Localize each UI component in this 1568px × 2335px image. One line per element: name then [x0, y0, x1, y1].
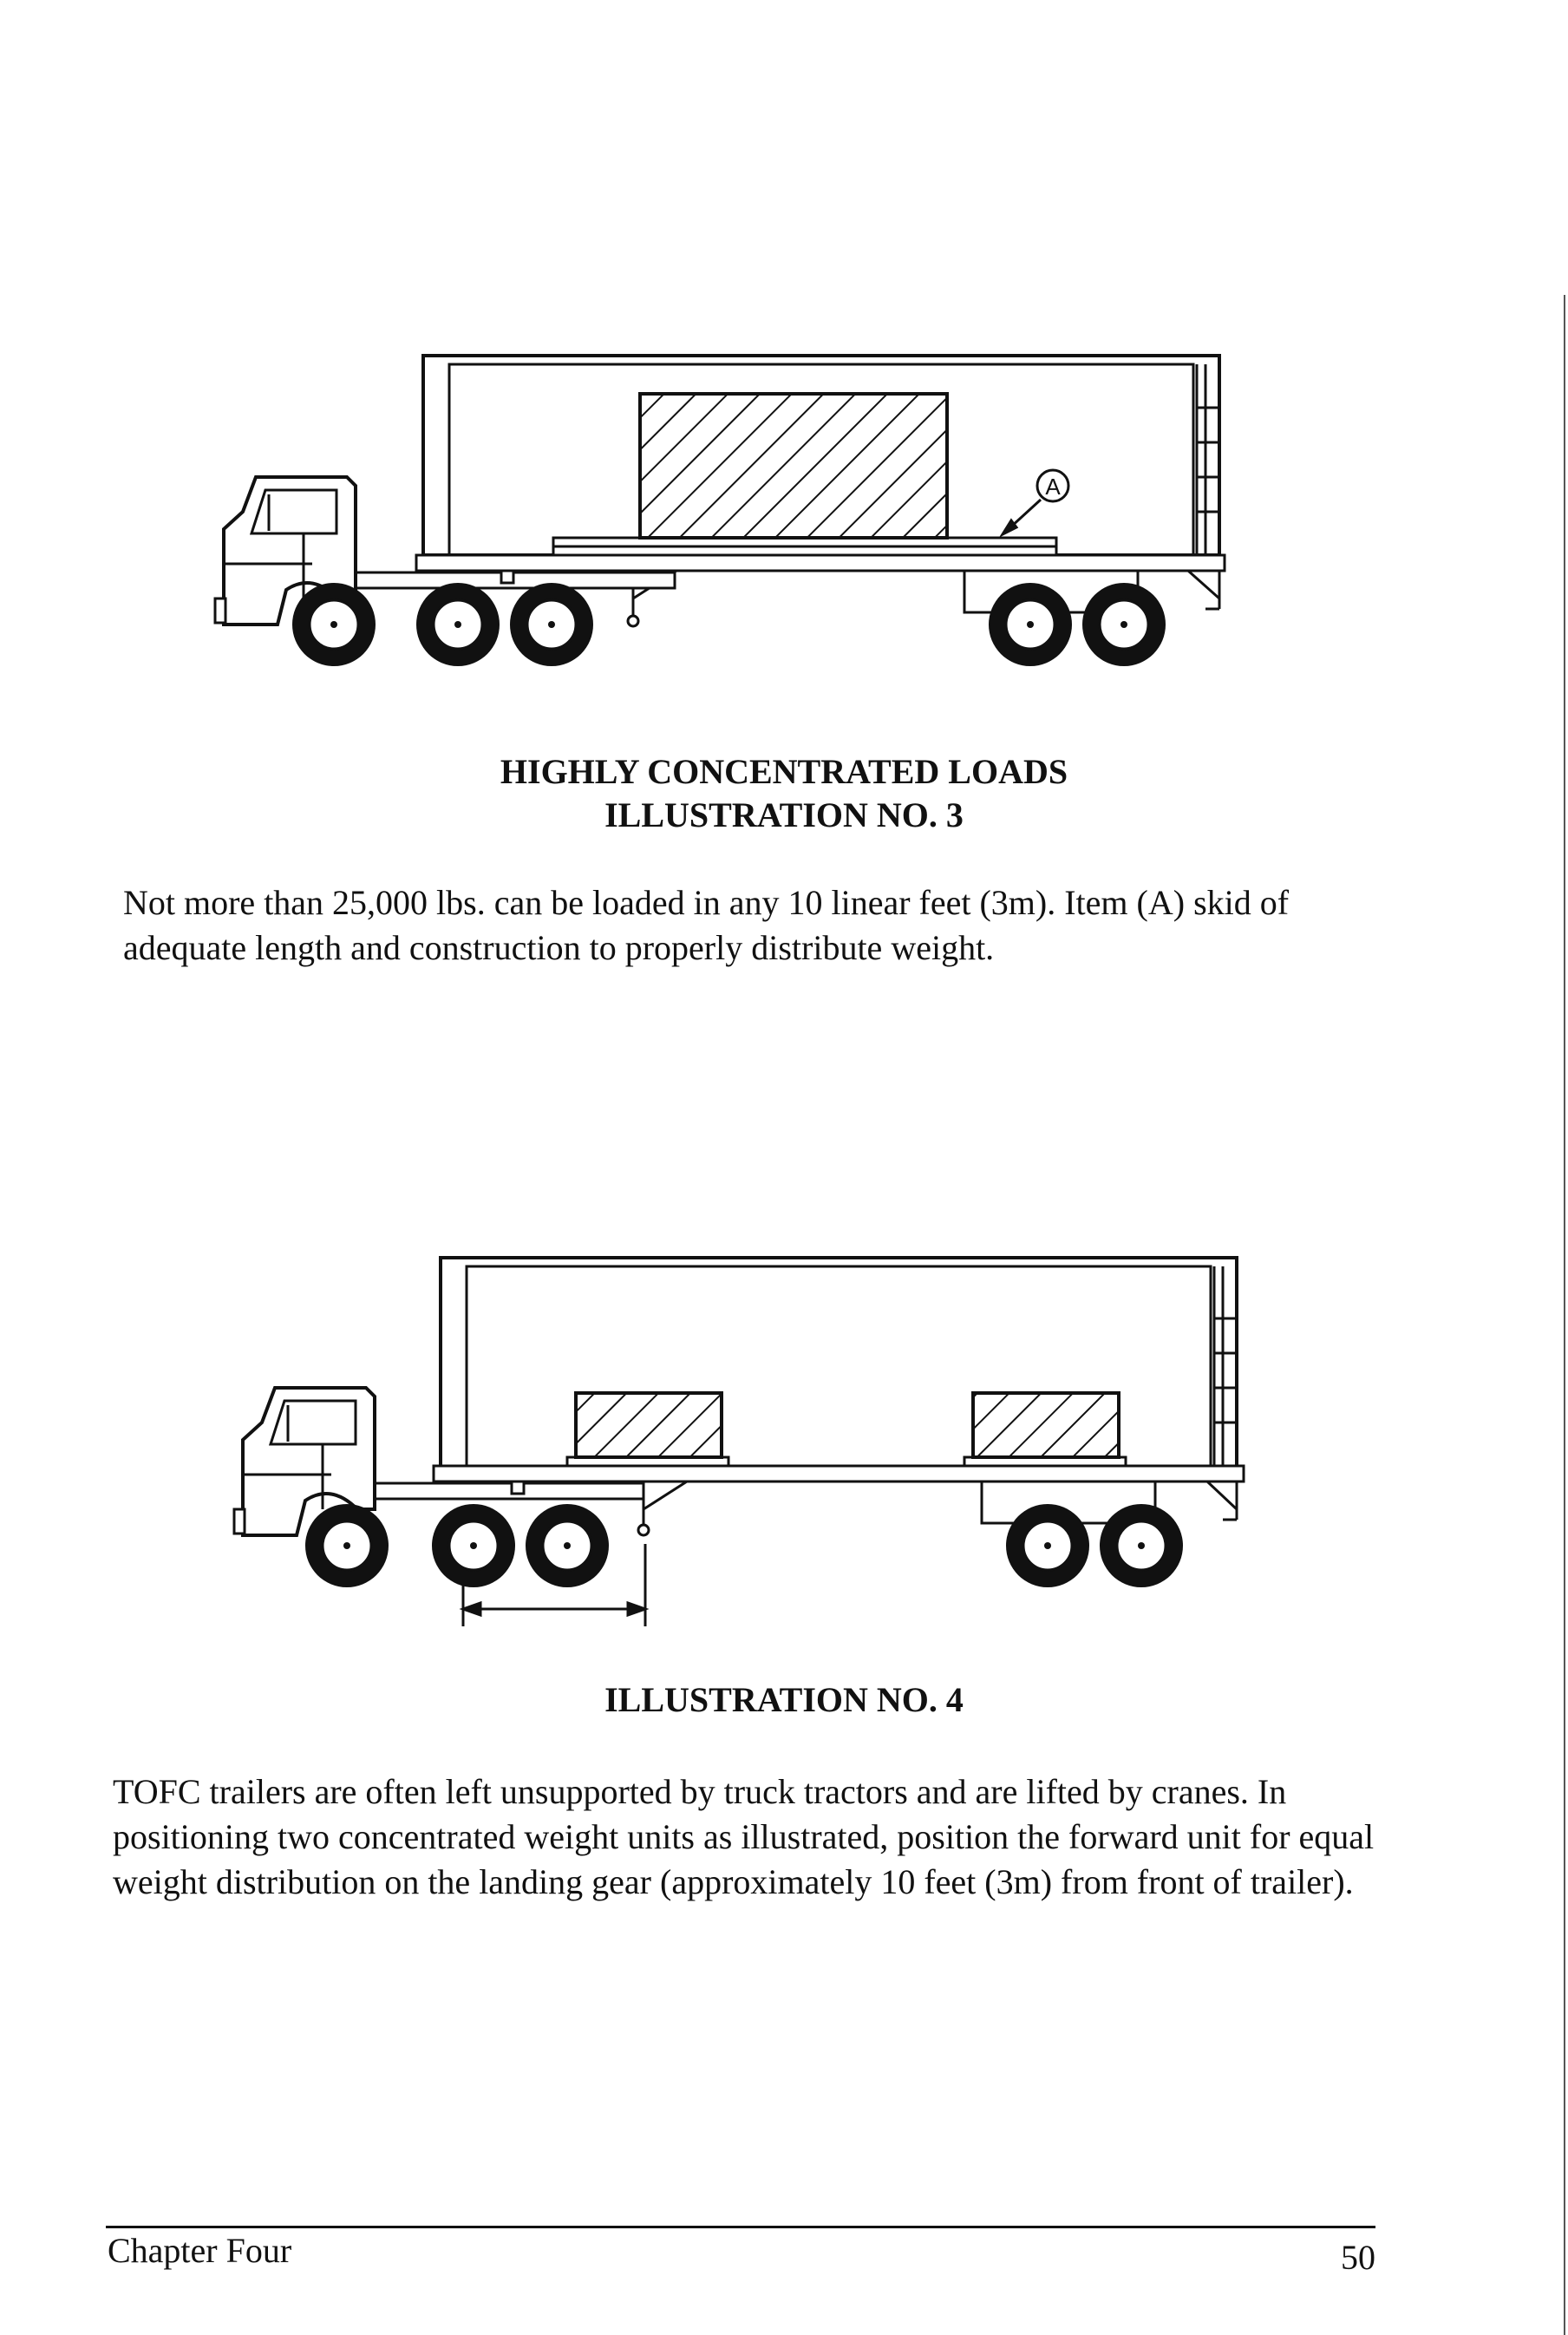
rear-load — [973, 1393, 1119, 1457]
wheel — [305, 1504, 389, 1587]
wheel — [416, 583, 500, 666]
concentrated-load — [640, 394, 947, 538]
wheel — [432, 1504, 515, 1587]
callout-a-label: A — [1045, 474, 1061, 500]
illustration-4-title: ILLUSTRATION NO. 4 — [604, 1680, 964, 1719]
illustration-3-truck-drawing — [208, 338, 1249, 694]
page-edge-line — [1564, 295, 1565, 2335]
wheel — [510, 583, 593, 666]
wheel — [1082, 583, 1166, 666]
wheel — [1006, 1504, 1089, 1587]
wheels — [292, 583, 1166, 666]
illustration-4-description: TOFC trailers are often left unsupported by truck tractors and are lifted by cranes. In positioning two concentrated weight units as illustrated, position the forward unit for equal weight distribution on the landing gear (approximately 10 feet (3m) from front of trailer). — [113, 1772, 1375, 1901]
page-number: 50 — [1341, 2238, 1375, 2277]
forward-load — [576, 1393, 722, 1457]
wheel — [526, 1504, 609, 1587]
illustration-3-description: Not more than 25,000 lbs. can be loaded in any 10 linear feet (3m). Item (A) skid of adequate length and construction to properly distribute weight. — [123, 883, 1290, 967]
illustration-4-truck-drawing — [227, 1249, 1311, 1648]
footer-rule — [106, 2226, 1375, 2228]
illustration-3-subtitle: ILLUSTRATION NO. 3 — [604, 795, 964, 834]
footer-chapter: Chapter Four — [108, 2231, 292, 2270]
wheel — [292, 583, 376, 666]
illustration-3-title: HIGHLY CONCENTRATED LOADS — [500, 752, 1068, 791]
wheels — [305, 1504, 1183, 1587]
wheel — [1100, 1504, 1183, 1587]
wheel — [989, 583, 1072, 666]
